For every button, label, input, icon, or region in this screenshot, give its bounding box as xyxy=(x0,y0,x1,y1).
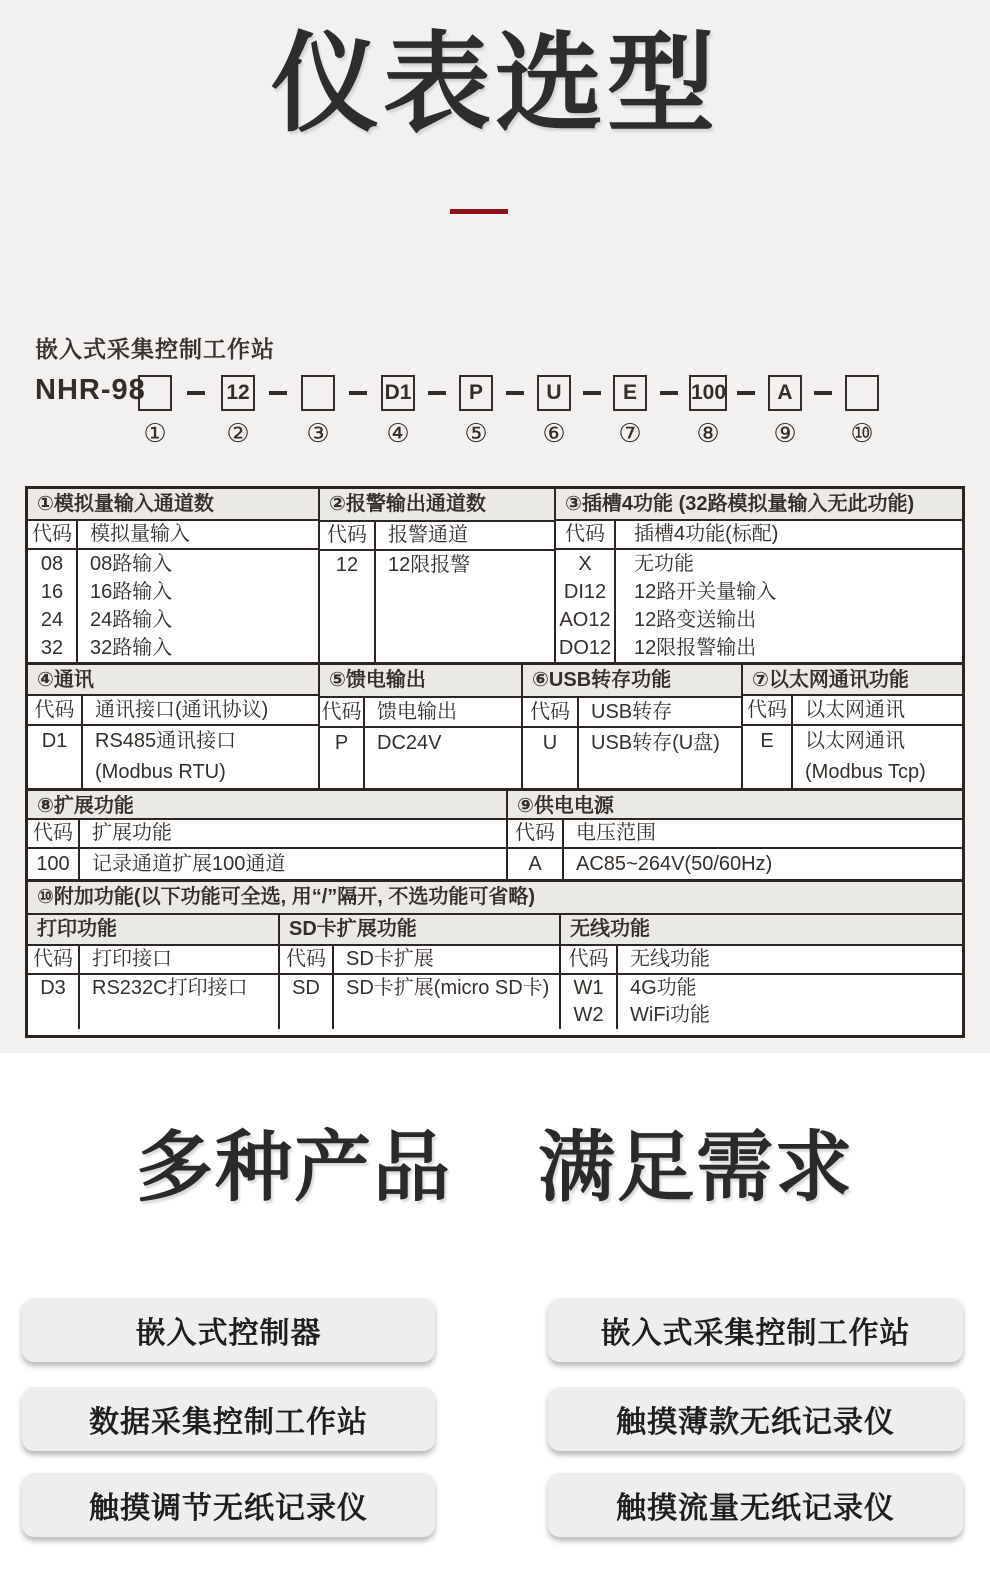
section-title: ⑤馈电输出 xyxy=(320,665,521,698)
position-index-7: ⑦ xyxy=(618,418,642,448)
desc-cell: 24路输入 xyxy=(90,609,173,631)
model-code-box-4: D1 xyxy=(381,375,415,411)
code-cell: D3 xyxy=(40,977,66,999)
model-code-box-5: P xyxy=(459,375,493,411)
desc-cell: 以太网通讯 xyxy=(805,730,905,752)
code-cell: W2 xyxy=(573,1004,604,1026)
model-code-box-8: 100 xyxy=(689,375,727,411)
desc-cell: 16路输入 xyxy=(90,581,173,603)
position-index-10: ⑩ xyxy=(850,418,874,448)
desc-column-header: SD卡扩展 xyxy=(346,948,434,970)
code-cell: 12 xyxy=(335,554,359,576)
section-title: ⑦以太网通讯功能 xyxy=(743,665,962,696)
code-column-header: 代码 xyxy=(28,696,83,726)
model-section-label: 嵌入式采集控制工作站 xyxy=(35,336,275,362)
code-column-header: 代码 xyxy=(28,820,80,849)
desc-cell: 08路输入 xyxy=(90,553,173,575)
model-code-box-7: E xyxy=(613,375,647,411)
section-sd-card xyxy=(278,915,559,1029)
section-title: ③插槽4功能 (32路模拟量输入无此功能) xyxy=(556,489,962,521)
section-title: ⑨供电电源 xyxy=(508,791,962,820)
section-wireless xyxy=(559,915,962,1029)
desc-column-header: 插槽4功能(标配) xyxy=(634,523,779,545)
desc-cell: WiFi功能 xyxy=(630,1004,710,1026)
model-dash xyxy=(737,391,755,395)
code-cell: 08 xyxy=(40,553,64,575)
table-band-3 xyxy=(28,788,962,879)
product-button-data-acquisition-workstation[interactable]: 数据采集控制工作站 xyxy=(22,1387,435,1451)
section-additional-title: ⑩附加功能(以下功能可全选, 用“/”隔开, 不选功能可省略) xyxy=(28,882,962,915)
product-button-embedded-acquisition-workstation[interactable]: 嵌入式采集控制工作站 xyxy=(548,1298,963,1362)
position-index-6: ⑥ xyxy=(542,418,566,448)
section-feed-output xyxy=(318,665,521,788)
code-cell: U xyxy=(542,732,558,754)
desc-cell: SD卡扩展(micro SD卡) xyxy=(346,977,550,999)
code-column-header: 代码 xyxy=(28,521,78,550)
code-column-header: 代码 xyxy=(508,820,564,849)
model-code-box-2: 12 xyxy=(221,375,255,411)
model-dash xyxy=(814,391,832,395)
section-title: ②报警输出通道数 xyxy=(320,489,554,522)
desc-cell: AC85~264V(50/60Hz) xyxy=(576,853,773,875)
position-index-8: ⑧ xyxy=(696,418,720,448)
position-index-9: ⑨ xyxy=(773,418,797,448)
section-print xyxy=(28,915,278,1029)
code-column-header: 代码 xyxy=(561,946,618,975)
model-code-box-3 xyxy=(301,375,335,411)
product-button-touch-flow-recorder[interactable]: 触摸流量无纸记录仪 xyxy=(548,1473,963,1537)
model-dash xyxy=(660,391,678,395)
desc-column-header: 报警通道 xyxy=(388,524,468,546)
model-dash xyxy=(428,391,446,395)
section-title: 无线功能 xyxy=(561,915,962,946)
desc-cell: 12限报警 xyxy=(388,554,471,576)
code-column-header: 代码 xyxy=(743,696,793,726)
desc-cell: RS485通讯接口 xyxy=(95,730,237,752)
code-cell: SD xyxy=(292,977,320,999)
code-cell: DO12 xyxy=(558,637,612,659)
desc-column-header: 模拟量输入 xyxy=(90,523,190,545)
desc-column-header: 无线功能 xyxy=(630,948,710,970)
products-heading-right: 满足需求 xyxy=(538,1125,854,1211)
section-title: ①模拟量输入通道数 xyxy=(28,489,318,521)
code-cell: X xyxy=(578,553,592,575)
model-dash xyxy=(187,391,205,395)
model-dash xyxy=(349,391,367,395)
desc-cell: DC24V xyxy=(377,732,442,754)
desc-cell: 32路输入 xyxy=(90,637,173,659)
desc-column-header: 以太网通讯 xyxy=(805,699,905,721)
position-index-1: ① xyxy=(143,418,167,448)
product-button-touch-regulating-recorder[interactable]: 触摸调节无纸记录仪 xyxy=(22,1473,435,1537)
code-column-header: 代码 xyxy=(28,946,80,975)
products-heading xyxy=(0,1125,990,1211)
section-usb-transfer xyxy=(521,665,741,788)
model-dash xyxy=(583,391,601,395)
code-cell: DI12 xyxy=(563,581,607,603)
position-index-3: ③ xyxy=(306,418,330,448)
model-code-box-6: U xyxy=(537,375,571,411)
position-index-5: ⑤ xyxy=(464,418,488,448)
desc-cell: 无功能 xyxy=(634,553,694,575)
section-alarm-output xyxy=(318,489,554,662)
products-heading-left: 多种产品 xyxy=(136,1125,452,1211)
section-title: ⑧扩展功能 xyxy=(28,791,506,820)
page-title: 仪表选型 xyxy=(270,23,719,144)
code-cell: AO12 xyxy=(559,609,611,631)
code-cell: E xyxy=(760,730,774,752)
code-column-header: 代码 xyxy=(556,521,616,550)
code-cell: P xyxy=(334,732,349,754)
table-band-2 xyxy=(28,662,962,788)
desc-column-header: USB转存 xyxy=(591,701,673,723)
model-code-box-9: A xyxy=(768,375,802,411)
desc-column-header: 扩展功能 xyxy=(92,822,172,844)
code-column-header: 代码 xyxy=(523,698,579,728)
model-dash xyxy=(506,391,524,395)
code-column-header: 代码 xyxy=(320,522,376,551)
code-cell: 16 xyxy=(40,581,64,603)
code-cell: 24 xyxy=(40,609,64,631)
code-column-header: 代码 xyxy=(320,698,365,728)
desc-cell: 记录通道扩展100通道 xyxy=(92,853,286,875)
desc-cell: 4G功能 xyxy=(630,977,697,999)
code-cell: W1 xyxy=(573,977,604,999)
title-accent-divider xyxy=(450,209,508,214)
section-title: ⑥USB转存功能 xyxy=(523,665,741,698)
section-power-supply xyxy=(506,791,962,879)
desc-column-header: 电压范围 xyxy=(576,822,656,844)
code-cell: D1 xyxy=(41,730,68,752)
desc-cell: (Modbus Tcp) xyxy=(805,761,926,783)
desc-cell: USB转存(U盘) xyxy=(591,732,720,754)
table-band-1 xyxy=(28,489,962,662)
model-code-box-1 xyxy=(138,375,172,411)
section-ethernet xyxy=(741,665,962,788)
desc-cell: RS232C打印接口 xyxy=(92,977,248,999)
code-cell: 100 xyxy=(36,853,70,875)
product-button-touch-slim-recorder[interactable]: 触摸薄款无纸记录仪 xyxy=(548,1387,963,1451)
desc-column-header: 打印接口 xyxy=(92,948,172,970)
section-communication xyxy=(28,665,318,788)
section-slot4-function xyxy=(554,489,962,662)
section-title: 打印功能 xyxy=(28,915,278,946)
section-expansion xyxy=(28,791,506,879)
desc-column-header: 馈电输出 xyxy=(377,701,457,723)
selection-table xyxy=(25,486,965,1038)
model-prefix: NHR-98 xyxy=(35,374,146,406)
section-title: ④通讯 xyxy=(28,665,318,696)
code-cell: A xyxy=(528,853,542,875)
section-title: SD卡扩展功能 xyxy=(280,915,559,946)
section-analog-input xyxy=(28,489,318,662)
desc-cell: (Modbus RTU) xyxy=(95,761,226,783)
product-button-embedded-controller[interactable]: 嵌入式控制器 xyxy=(22,1298,435,1362)
desc-cell: 12路变送输出 xyxy=(634,609,757,631)
table-band-4 xyxy=(28,879,962,1026)
code-column-header: 代码 xyxy=(280,946,334,975)
desc-column-header: 通讯接口(通讯协议) xyxy=(95,699,269,721)
position-index-2: ② xyxy=(226,418,250,448)
desc-cell: 12路开关量输入 xyxy=(634,581,777,603)
model-dash xyxy=(269,391,287,395)
model-code-box-10 xyxy=(845,375,879,411)
code-cell: 32 xyxy=(40,637,64,659)
position-index-4: ④ xyxy=(386,418,410,448)
desc-cell: 12限报警输出 xyxy=(634,637,757,659)
